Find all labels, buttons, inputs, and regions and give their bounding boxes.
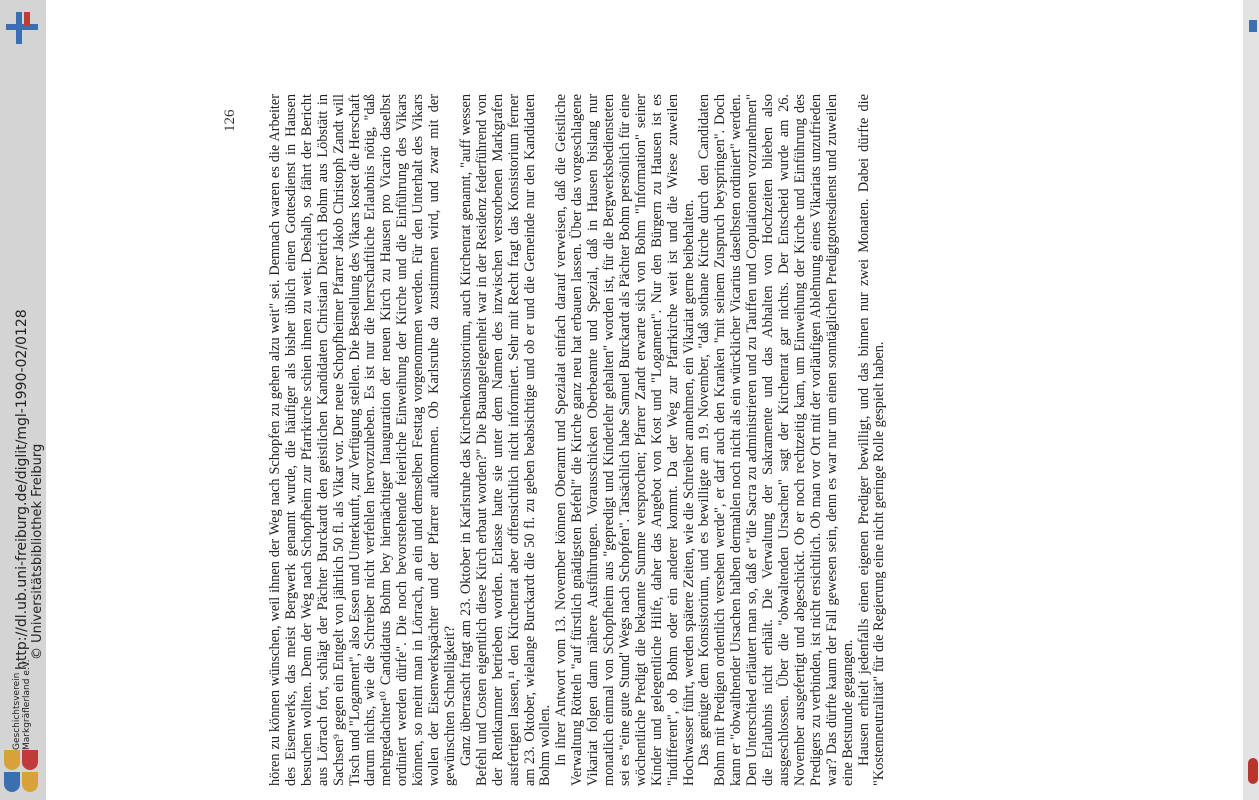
footer-area [0,0,46,800]
paragraph: Hausen erhielt jedenfalls einen eigenen Prediger bewilligt, und das binnen nur zwei Monaten. Dabei dürfte die "Kostenneutralität" für die Regierung eine nicht geringe Rolle gespielt haben. [855,94,888,786]
paragraph: hören zu können wünschen, weil ihnen der Weg nach Schopfen zu gehen alzu weit" sei. Demnach waren es die Arbeiter des Eisenwerks, das meist Bergwerk genannt wurde, die häufiger als bisher üblich einen Gottesdienst in Hausen besuchen wollten. Denn der Weg nach Schopfheim zur Pfarrkirche schien ihnen zu weit. Deshalb, so fährt der Bericht aus Lörrach fort, schlägt der Pächter Burckardt den geistlichen Kandidaten Christian Dietrich Bohm aus Löbstätt in Sachsen⁹ gegen ein Entgelt von jährlich 50 fl. als Vikar vor. Der neue Schopfheimer Pfarrer Jakob Christoph Zandt will Tisch und "Logament", also Essen und Unterkunft, zur Verfügung stellen. Die Bestellung des Vikars kostet die Herschaft darum nichts, wie die Schreiber nicht verfehlen hervorzuheben. Es ist nur die herrschaftliche Erlaubnis nötig, "daß mehrgedachter¹⁰ Candidatus Bohm bey hiernächtiger Inauguration der neuen Kirch zu Hausen pro Vicario daselbst ordiniert werden dürfe". Die noch bevorstehende feierliche Einweihung der Kirche und die Einführung des Vikars können, so meint man in Lörrach, an ein und demselben Festtag vorgenommen werden. Für den Unterhalt des Vikars wollen der Eisenwerkspächter und der Pfarrer aufkommen. Ob Karlsruhe da zustimmen wird, und zwar mit der gewünschten Schnelligkeit? [267,94,458,786]
right-margin-strip [1243,0,1259,800]
article-text [268,94,888,786]
footer-copyright: © Universitätsbibliothek Freiburg [30,443,45,660]
page-number: 126 [222,109,238,132]
paragraph: Ganz überrascht fragt am 23. Oktober in Karlsruhe das Kirchenkonsistorium, auch Kirchenrat genannt, "auff wessen Befehl und Costen eigentlich diese Kirch erbaut worden?" Die Bauangelegenheit war in der Residenz federführend von der Rentkammer betrieben worden. Erlasse hatte sie unter dem Namen des inzwischen verstorbenen Markgrafen ausfertigen lassen,¹¹ den Kirchenrat aber offensichtlich nicht informiert. Sehr mit Recht fragt das Konsistorium ferner am 23. Oktober, wielange Burckardt die 50 fl. zu geben beabsichtige und ob er und die Gemeinde nur den Kandidaten Bohm wollen. [457,94,554,786]
society-name-line1: Geschichtsverein [12,672,22,750]
society-name-line2: Markgräflerland e.V. [22,659,32,750]
scroll-handle[interactable] [1248,758,1258,784]
footer-url[interactable]: http://dl.ub.uni-freiburg.de/diglit/mgl-1990-02/0128 [14,309,30,670]
page-body [46,0,1243,800]
paragraph: In ihrer Antwort vom 13. November können Oberamt und Spezialat einfach darauf verweisen, daß die Geistliche Verwaltung Rötteln "auf fürstlich gnädigsten Befehl" die Kirche ganz neu hat erbauen lassen. Über das vorgeschlagene Vikariat folgen dann nähere Ausführungen. Vorausschicken Oberbeamte und Spezial, daß in Hausen bislang nur monatlich einmal von Schopfheim aus "gepredigt und Kinderlehr gehalten" worden ist, für die Bergwerksbediensteten sei es "eine gute Stund' Wegs nach Schopfen". Tatsächlich habe Samuel Burckardt als Pächter Bohm persönlich für eine wöchentliche Predigt die bekannte Summe versprochen; Pfarrer Zandt erwarte sich von Bohm "Information" seiner Kinder und gelegentliche Hilfe, daher das Angebot von Kost und "Logament". Nur den Bürgern zu Hausen ist es "indifferent", ob Bohm oder ein anderer kommt. Da der Weg zur Pfarrkirche weit ist und die Wiese zuweilen Hochwasser führt, werden spätere Zeiten, wie die Schreiber annehmen, ein Vikariat gerne beibehalten. [553,94,697,786]
bookmark-icon [1249,20,1257,32]
paragraph: Das genügte dem Konsistorium, und es bewilligte am 19. November, "daß sothane Kirche durch den Candidaten Bohm mit Predigen ordentlich versehen werde", er darf auch den Kranken "mit seinem Zuspruch beyspringen". Doch kann er "obwalthender Ursachen halben dermahlen noch nicht als ein würcklicher Vicarius daselbsten ordiniert" werden. Den Unterschied erläutert man so, daß er "die Sacra zu administrieren und zu Tauffen und Copulationen vorzunehmen" die Erlaubnis nicht erhält. Die Verwaltung der Sakramente und das Abhalten von Hochzeiten blieben also ausgeschlossen. Über die "obwaltenden Ursachen" sagt der Kirchenrat gar nichts. Der Entscheid wurde am 26. November ausgefertigt und abgeschickt. Ob er noch rechtzeitig kam, um Einweihung der Kirche und Einführung des Predigers zu verbinden, ist nicht ersichtlich. Ob man vor Ort mit der vorläufigen Ablehnung eines Vikariats unzufrieden war? Das dürfte kaum der Fall gewesen sein, denn es war nur um einen sonntäglichen Predigtgottesdienst und zuweilen eine Betstunde gegangen. [696,94,856,786]
rotated-page [46,0,1243,800]
